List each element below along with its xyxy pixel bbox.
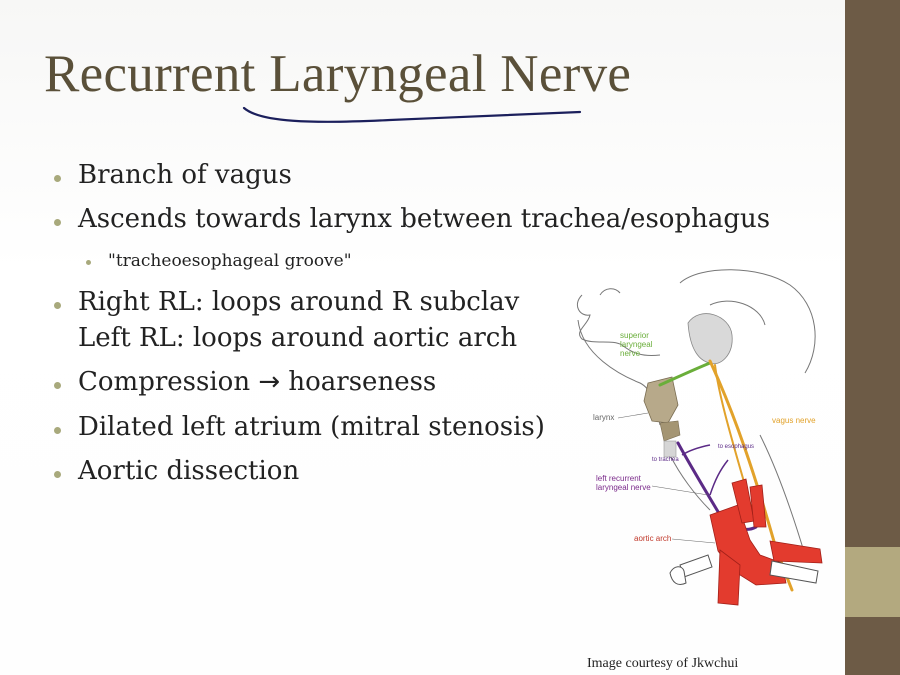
bullet-dot <box>54 302 61 309</box>
bullet-item: Right RL: loops around R subclav <box>78 287 520 317</box>
label-superior-2: laryngeal <box>620 340 653 349</box>
bullet-dot <box>54 427 61 434</box>
label-superior-3: nerve <box>620 349 641 358</box>
title-underline-annotation <box>240 100 590 130</box>
bullet-dot <box>54 471 61 478</box>
aortic-arch-vessels <box>710 479 822 605</box>
slide-title: Recurrent Laryngeal Nerve <box>44 45 632 103</box>
bullet-dot <box>86 260 91 265</box>
bullet-item <box>78 367 436 397</box>
label-vagus: vagus nerve <box>772 416 816 425</box>
bullet-subitem: "tracheoesophageal groove" <box>108 251 352 271</box>
bullet-dot <box>54 219 61 226</box>
label-left-recurrent-2: laryngeal nerve <box>596 483 651 492</box>
bullet-item: Dilated left atrium (mitral stenosis) <box>78 412 545 442</box>
hoarseness-text: hoarseness <box>288 367 437 397</box>
bullet-dot <box>54 382 61 389</box>
superior-laryngeal-nerve <box>660 363 710 385</box>
bullet-item: Ascends towards larynx between trachea/esophagus <box>78 204 771 234</box>
label-to-trachea: to trachea <box>652 457 679 463</box>
label-larynx: larynx <box>593 413 615 422</box>
bullet-item: Branch of vagus <box>78 160 292 190</box>
label-left-recurrent-1: left recurrent <box>596 474 641 483</box>
label-aortic-arch: aortic arch <box>634 534 672 543</box>
decorative-sidebar <box>845 0 900 675</box>
anatomy-illustration <box>560 265 830 610</box>
bullet-dot <box>54 175 61 182</box>
image-credit: Image courtesy of Jkwchui <box>587 656 739 671</box>
right-arrow-icon: → <box>258 367 281 397</box>
bullet-item-continuation: Left RL: loops around aortic arch <box>78 323 518 353</box>
label-to-esophagus: to esophagus <box>718 444 755 450</box>
ear-shape <box>688 314 732 364</box>
bullet-item: Aortic dissection <box>78 456 300 486</box>
label-superior-1: superior <box>620 331 649 340</box>
compression-text: Compression <box>78 367 251 397</box>
sidebar-accent-block <box>845 547 900 617</box>
larynx-shape <box>644 377 680 457</box>
